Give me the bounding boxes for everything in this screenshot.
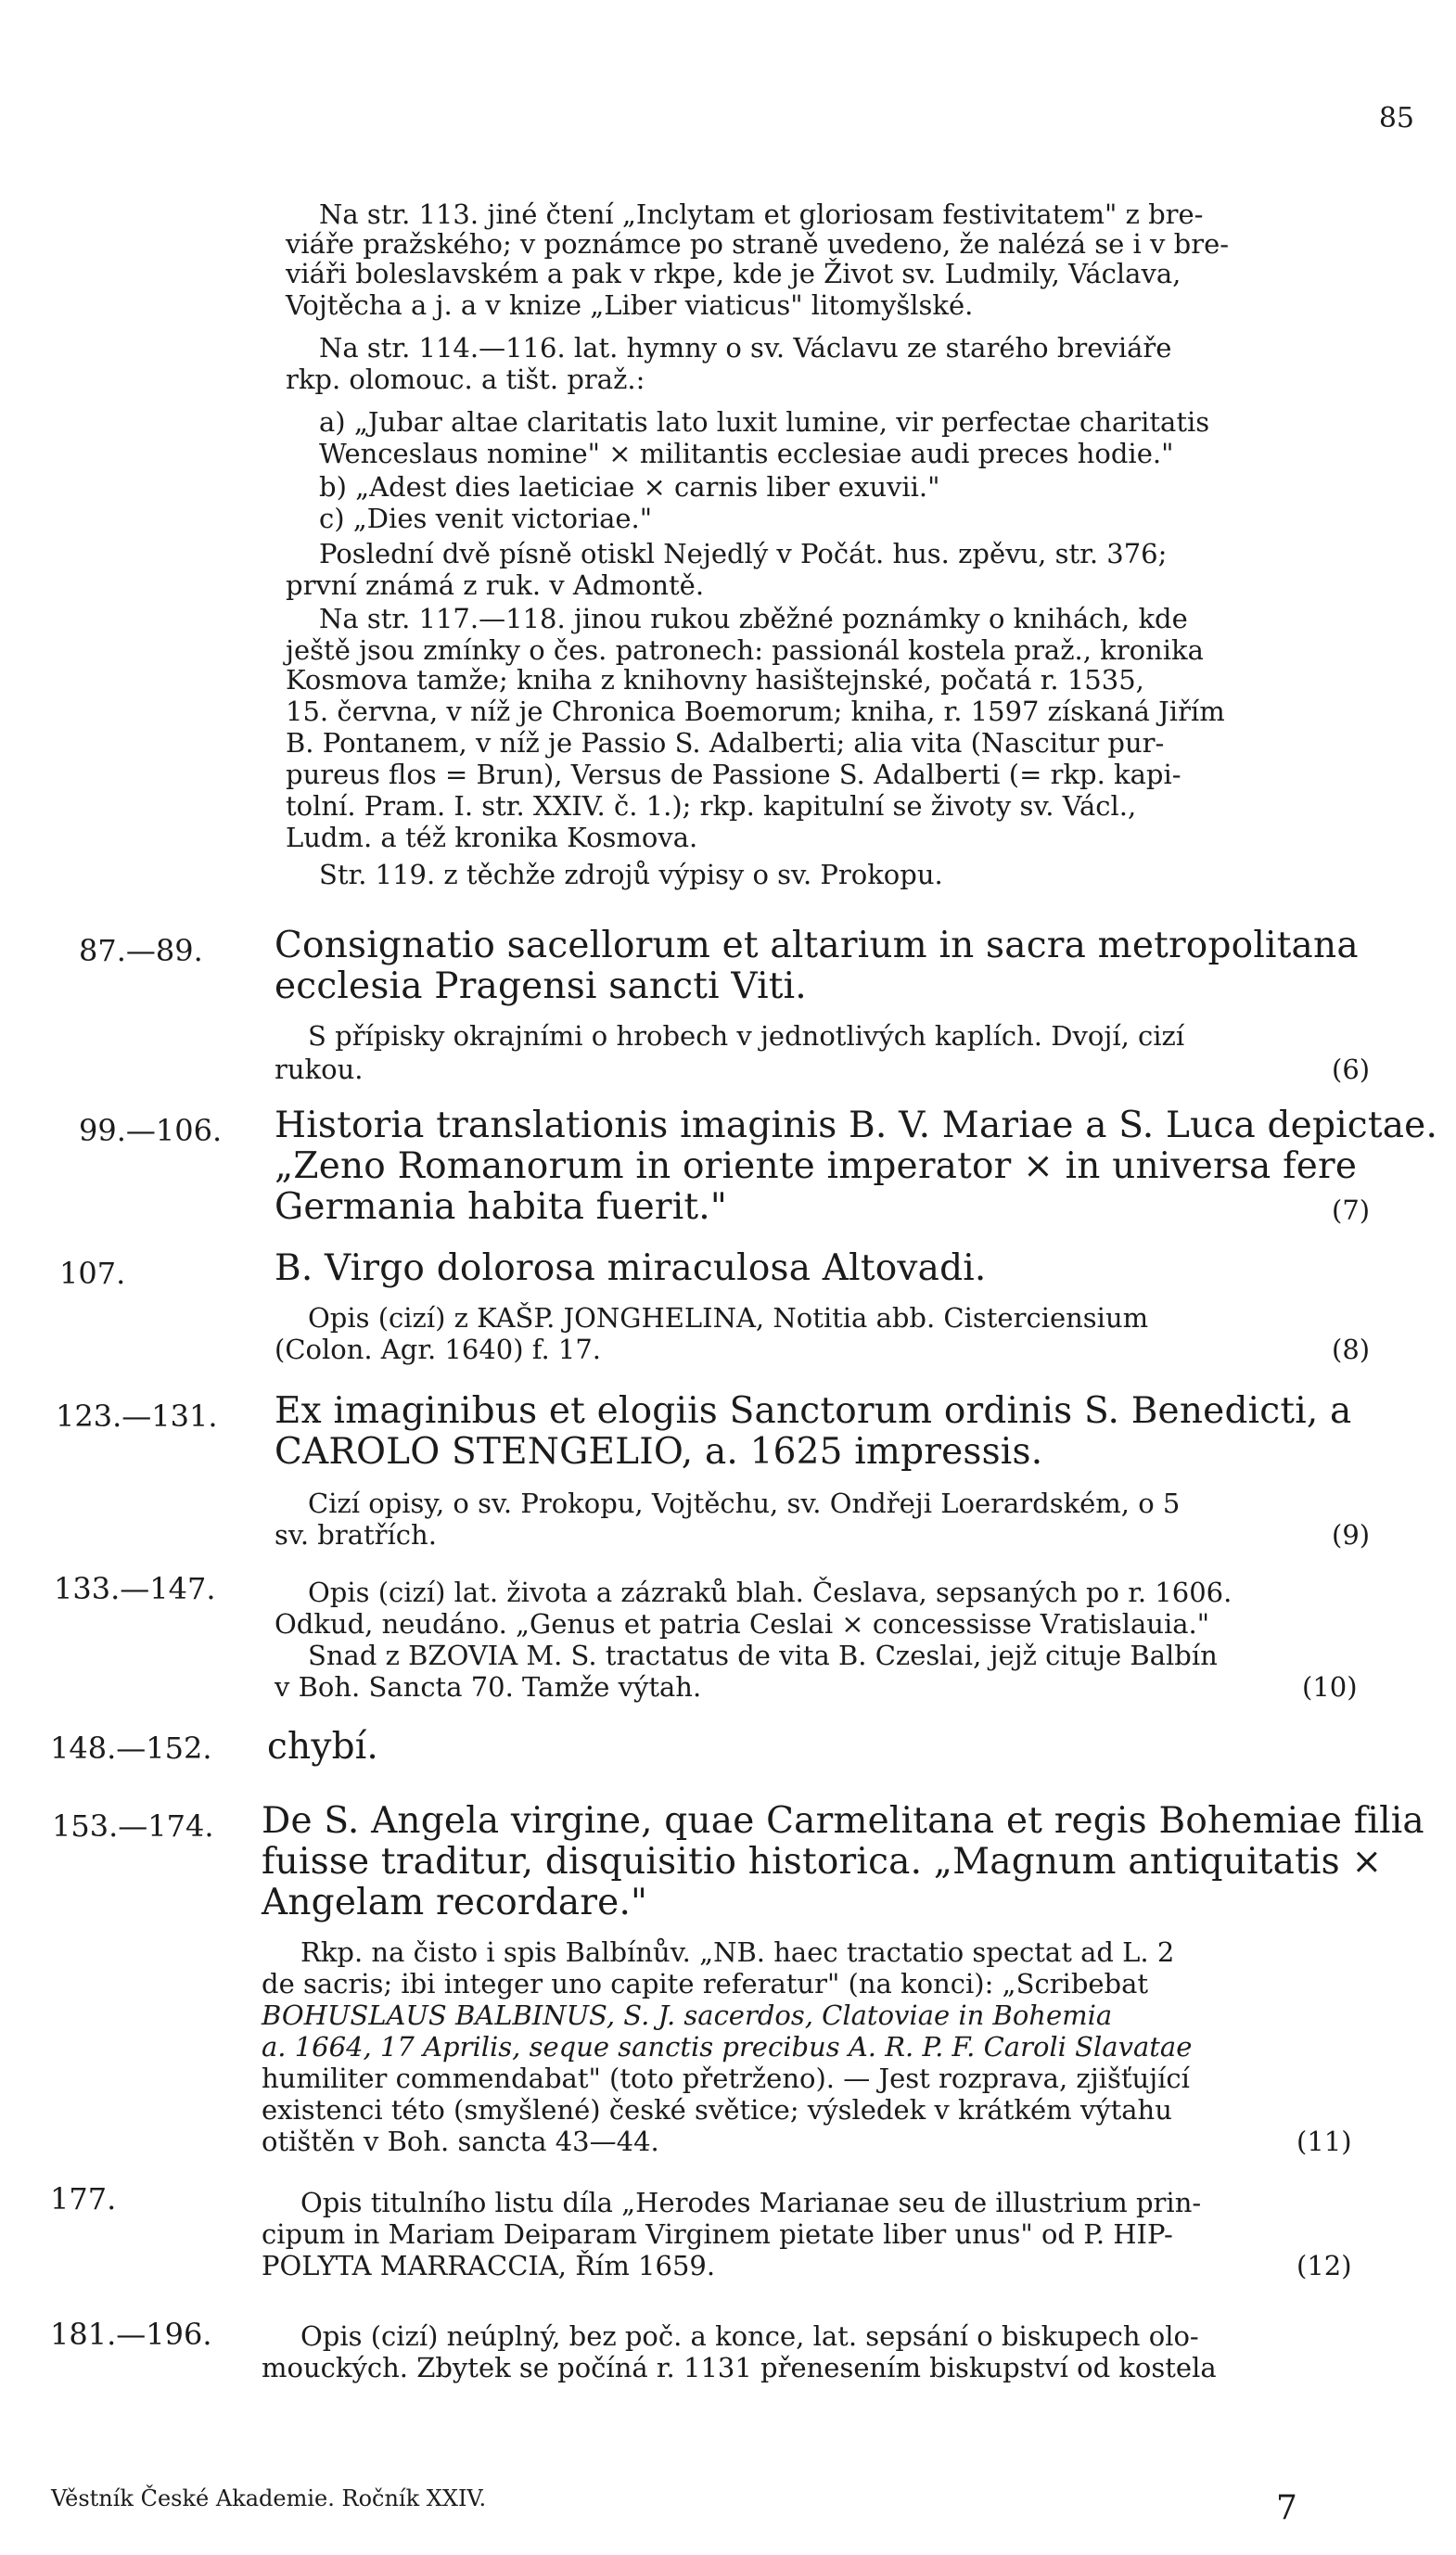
page-range: 99.—106. <box>79 1113 223 1148</box>
page-range: 133.—147. <box>54 1571 216 1606</box>
entry-ref: (7) <box>1332 1194 1371 1226</box>
page-range: 153.—174. <box>52 1808 214 1844</box>
entry-title: Consignatio sacellorum et altarium in sacra metropolitana <box>275 925 1359 966</box>
text-line: b) „Adest dies laeticiae × carnis liber exuvii." <box>319 471 940 503</box>
page-range: 87.—89. <box>79 933 203 968</box>
text-line: Str. 119. z těchže zdrojů výpisy o sv. Prokopu. <box>319 859 943 890</box>
entry-desc: Opis titulního listu díla „Herodes Marianae seu de illustrium prin- <box>300 2187 1202 2218</box>
entry-desc: humiliter commendabat" (toto přetrženo). — Jest rozprava, zjišťující <box>262 2063 1190 2094</box>
text-line: Na str. 113. jiné čtení „Inclytam et gloriosam festivitatem" z bre- <box>319 198 1204 230</box>
text-line: tolní. Pram. I. str. XXIV. č. 1.); rkp. kapitulní se životy sv. Václ., <box>286 790 1137 822</box>
text-line: ještě jsou zmínky o čes. patronech: passionál kostela praž., kronika <box>286 634 1204 666</box>
text-line: Wenceslaus nomine" × militantis ecclesiae audi preces hodie." <box>319 438 1174 469</box>
text-line: první známá z ruk. v Admontě. <box>286 569 705 601</box>
entry-title: Germania habita fuerit." <box>275 1186 728 1228</box>
entry-desc: Opis (cizí) neúplný, bez poč. a konce, lat. sepsání o biskupech olo- <box>300 2320 1199 2352</box>
entry-ref: (12) <box>1296 2250 1352 2281</box>
entry-desc: otištěn v Boh. sancta 43—44. <box>262 2126 659 2157</box>
text-line: Na str. 117.—118. jinou rukou zběžné poznámky o knihách, kde <box>319 603 1188 634</box>
entry-ref: (10) <box>1302 1671 1358 1703</box>
text-line: Poslední dvě písně otiskl Nejedlý v Počát. hus. zpěvu, str. 376; <box>319 538 1168 569</box>
entry-desc: BOHUSLAUS BALBINUS, S. J. sacerdos, Clatoviae in Bohemia <box>262 1999 1113 2031</box>
text-line: Vojtěcha a j. a v knize „Liber viaticus" litomyšlské. <box>286 289 974 321</box>
entry-desc: Cizí opisy, o sv. Prokopu, Vojtěchu, sv. Ondřeji Loerardském, o 5 <box>308 1488 1181 1519</box>
entry-ref: (9) <box>1332 1519 1371 1551</box>
text-line: B. Pontanem, v níž je Passio S. Adalberti; alia vita (Nascitur pur- <box>286 727 1165 759</box>
entry-desc: de sacris; ibi integer uno capite referatur" (na konci): „Scribebat <box>262 1968 1149 1999</box>
entry-desc: Opis (cizí) z KAŠP. JONGHELINA, Notitia abb. Cisterciensium <box>308 1302 1149 1334</box>
text-line: 15. června, v níž je Chronica Boemorum; kniha, r. 1597 získaná Jiřím <box>286 696 1225 727</box>
entry-ref: (8) <box>1332 1334 1371 1365</box>
entry-desc: v Boh. Sancta 70. Tamže výtah. <box>275 1671 702 1703</box>
entry-title: Angelam recordare." <box>262 1882 648 1923</box>
journal-footer: Věstník České Akademie. Ročník XXIV. <box>51 2485 487 2511</box>
page-range: 123.—131. <box>56 1399 218 1434</box>
page-range: 181.—196. <box>50 2317 212 2352</box>
page-range: 148.—152. <box>50 1731 212 1766</box>
entry-desc: existenci této (smyšlené) české světice; výsledek v krátkém výtahu <box>262 2094 1172 2126</box>
entry-title: De S. Angela virgine, quae Carmelitana et regis Bohemiae filia <box>262 1800 1424 1842</box>
entry-ref: (6) <box>1332 1054 1371 1085</box>
entry-desc: Rkp. na čisto i spis Balbínův. „NB. haec tractatio spectat ad L. 2 <box>300 1936 1175 1968</box>
entry-desc: Odkud, neudáno. „Genus et patria Ceslai × concessisse Vratislauia." <box>275 1608 1210 1640</box>
text-line: Na str. 114.—116. lat. hymny o sv. Václavu ze starého breviáře <box>319 332 1172 364</box>
entry-title: Ex imaginibus et elogiis Sanctorum ordinis S. Benedicti, a <box>275 1390 1352 1432</box>
entry-title: fuisse traditur, disquisitio historica. „Magnum antiquitatis × <box>262 1841 1383 1883</box>
text-line: rkp. olomouc. a tišt. praž.: <box>286 364 645 395</box>
text-line: Ludm. a též kronika Kosmova. <box>286 822 698 853</box>
entry-ref: (11) <box>1296 2126 1352 2157</box>
entry-title: ecclesia Pragensi sancti Viti. <box>275 965 807 1007</box>
entry-desc: Snad z BZOVIA M. S. tractatus de vita B. Czeslai, jejž cituje Balbín <box>308 1640 1218 1671</box>
entry-desc: a. 1664, 17 Aprilis, seque sanctis precibus A. R. P. F. Caroli Slavatae <box>262 2031 1193 2063</box>
signature-mark: 7 <box>1276 2489 1297 2527</box>
entry-desc: S přípisky okrajními o hrobech v jednotlivých kaplích. Dvojí, cizí <box>308 1020 1185 1052</box>
text-line: pureus flos = Brun), Versus de Passione S. Adalberti (= rkp. kapi- <box>286 759 1181 790</box>
entry-desc: (Colon. Agr. 1640) f. 17. <box>275 1334 602 1365</box>
entry-title: B. Virgo dolorosa miraculosa Altovadi. <box>275 1247 987 1289</box>
entry-desc: POLYTA MARRACCIA, Řím 1659. <box>262 2250 716 2281</box>
entry-title: Historia translationis imaginis B. V. Mariae a S. Luca depictae. <box>275 1105 1438 1146</box>
entry-desc: chybí. <box>267 1726 379 1768</box>
page-number: 85 <box>1378 102 1414 134</box>
text-line: Kosmova tamže; kniha z knihovny hasištejnské, počatá r. 1535, <box>286 664 1144 696</box>
text-line: viáře pražského; v poznámce po straně uvedeno, že nalézá se i v bre- <box>286 228 1230 260</box>
entry-desc: rukou. <box>275 1054 364 1085</box>
entry-desc: mouckých. Zbytek se počíná r. 1131 přenesením biskupství od kostela <box>262 2352 1217 2383</box>
text-line: a) „Jubar altae claritatis lato luxit lumine, vir perfectae charitatis <box>319 406 1210 438</box>
entry-title: „Zeno Romanorum in oriente imperator × in universa fere <box>275 1145 1358 1187</box>
entry-desc: Opis (cizí) lat. života a zázraků blah. Česlava, sepsaných po r. 1606. <box>308 1577 1232 1608</box>
text-line: c) „Dies venit victoriae." <box>319 503 653 534</box>
entry-desc: cipum in Mariam Deiparam Virginem pietate liber unus" od P. HIP- <box>262 2218 1173 2250</box>
text-line: viáři boleslavském a pak v rkpe, kde je Život sv. Ludmily, Václava, <box>286 258 1181 289</box>
entry-title: CAROLO STENGELIO, a. 1625 impressis. <box>275 1431 1043 1473</box>
entry-desc: sv. bratřích. <box>275 1519 437 1551</box>
page-range: 107. <box>59 1256 126 1291</box>
page-range: 177. <box>50 2181 117 2216</box>
